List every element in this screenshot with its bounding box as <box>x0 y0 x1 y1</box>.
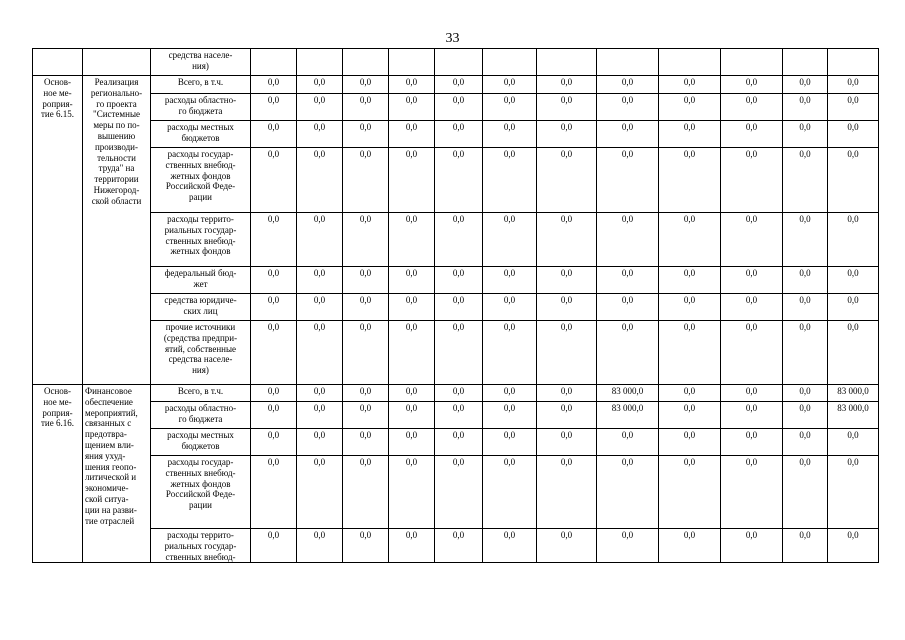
funding-source-cell: Всего, в т.ч. <box>151 76 251 94</box>
value-cell: 0,0 <box>251 402 297 429</box>
value-cell <box>659 49 721 76</box>
table-row <box>33 456 879 529</box>
table-row <box>33 76 879 94</box>
page-number: 33 <box>445 31 460 46</box>
value-cell <box>435 49 483 76</box>
funding-source-cell: расходы местных бюджетов <box>151 429 251 456</box>
value-cell: 0,0 <box>435 121 483 148</box>
value-cell: 0,0 <box>828 267 879 294</box>
value-cell: 0,0 <box>297 213 343 267</box>
value-cell: 0,0 <box>828 148 879 213</box>
value-cell: 0,0 <box>721 529 783 563</box>
value-cell: 0,0 <box>483 213 537 267</box>
value-cell: 0,0 <box>597 321 659 385</box>
value-cell: 0,0 <box>659 267 721 294</box>
value-cell <box>297 49 343 76</box>
value-cell: 0,0 <box>343 429 389 456</box>
value-cell: 0,0 <box>597 456 659 529</box>
value-cell: 0,0 <box>251 294 297 321</box>
value-cell: 0,0 <box>297 402 343 429</box>
value-cell: 0,0 <box>483 385 537 402</box>
funding-source-cell: расходы областно- го бюджета <box>151 402 251 429</box>
value-cell: 0,0 <box>783 121 828 148</box>
value-cell: 0,0 <box>343 94 389 121</box>
value-cell: 0,0 <box>297 94 343 121</box>
value-cell: 0,0 <box>297 456 343 529</box>
value-cell: 0,0 <box>297 121 343 148</box>
table-row <box>33 213 879 267</box>
value-cell: 0,0 <box>483 429 537 456</box>
value-cell: 0,0 <box>783 76 828 94</box>
value-cell: 0,0 <box>659 148 721 213</box>
value-cell: 0,0 <box>343 121 389 148</box>
value-cell: 0,0 <box>828 76 879 94</box>
value-cell <box>389 49 435 76</box>
value-cell: 0,0 <box>659 429 721 456</box>
value-cell: 0,0 <box>297 321 343 385</box>
value-cell: 0,0 <box>251 94 297 121</box>
value-cell: 0,0 <box>721 94 783 121</box>
value-cell: 0,0 <box>828 294 879 321</box>
value-cell <box>483 49 537 76</box>
value-cell: 0,0 <box>537 76 597 94</box>
value-cell <box>343 49 389 76</box>
value-cell: 0,0 <box>483 321 537 385</box>
value-cell: 0,0 <box>389 121 435 148</box>
value-cell: 0,0 <box>343 148 389 213</box>
value-cell: 0,0 <box>537 121 597 148</box>
table-row <box>33 267 879 294</box>
value-cell: 0,0 <box>659 402 721 429</box>
value-cell: 0,0 <box>251 529 297 563</box>
value-cell: 0,0 <box>297 148 343 213</box>
value-cell: 0,0 <box>297 76 343 94</box>
funding-source-cell: прочие источники (средства предпри- ятий, собственные средства населе- ния) <box>151 321 251 385</box>
table-row <box>33 321 879 385</box>
value-cell: 0,0 <box>435 402 483 429</box>
value-cell: 0,0 <box>597 529 659 563</box>
value-cell: 0,0 <box>828 321 879 385</box>
value-cell: 0,0 <box>828 529 879 563</box>
value-cell: 0,0 <box>597 121 659 148</box>
value-cell: 83 000,0 <box>597 385 659 402</box>
funding-source-cell: расходы террито- риальных государ- ственных внебюд- жетных фондов <box>151 213 251 267</box>
value-cell: 0,0 <box>483 456 537 529</box>
value-cell: 0,0 <box>721 213 783 267</box>
funding-source-cell: средства населе- ния) <box>151 49 251 76</box>
value-cell: 0,0 <box>343 321 389 385</box>
value-cell: 0,0 <box>251 267 297 294</box>
funding-source-cell: Всего, в т.ч. <box>151 385 251 402</box>
value-cell: 0,0 <box>659 529 721 563</box>
value-cell: 0,0 <box>435 385 483 402</box>
value-cell: 0,0 <box>389 294 435 321</box>
table-row <box>33 385 879 402</box>
value-cell: 0,0 <box>659 385 721 402</box>
value-cell: 0,0 <box>343 456 389 529</box>
value-cell: 0,0 <box>659 321 721 385</box>
value-cell: 0,0 <box>343 267 389 294</box>
value-cell: 0,0 <box>483 76 537 94</box>
value-cell: 0,0 <box>435 94 483 121</box>
funding-source-cell: расходы государ- ственных внебюд- жетных фондов Российской Феде- рации <box>151 456 251 529</box>
value-cell: 0,0 <box>389 385 435 402</box>
table-row <box>33 121 879 148</box>
value-cell: 0,0 <box>597 213 659 267</box>
value-cell: 0,0 <box>537 148 597 213</box>
value-cell: 0,0 <box>389 213 435 267</box>
funding-source-cell: средства юридиче- ских лиц <box>151 294 251 321</box>
value-cell: 0,0 <box>537 456 597 529</box>
value-cell: 0,0 <box>721 267 783 294</box>
value-cell: 0,0 <box>659 94 721 121</box>
value-cell: 0,0 <box>659 213 721 267</box>
value-cell: 0,0 <box>483 267 537 294</box>
value-cell: 0,0 <box>389 429 435 456</box>
value-cell: 0,0 <box>389 76 435 94</box>
value-cell: 0,0 <box>389 402 435 429</box>
value-cell: 0,0 <box>483 121 537 148</box>
value-cell: 0,0 <box>297 294 343 321</box>
value-cell: 0,0 <box>828 213 879 267</box>
value-cell: 0,0 <box>721 402 783 429</box>
table-row <box>33 529 879 563</box>
value-cell: 0,0 <box>297 429 343 456</box>
value-cell: 0,0 <box>483 94 537 121</box>
value-cell: 0,0 <box>783 402 828 429</box>
value-cell: 0,0 <box>597 94 659 121</box>
value-cell: 0,0 <box>597 294 659 321</box>
value-cell: 0,0 <box>721 429 783 456</box>
value-cell: 0,0 <box>537 429 597 456</box>
value-cell: 0,0 <box>343 529 389 563</box>
value-cell: 0,0 <box>251 456 297 529</box>
value-cell: 0,0 <box>783 294 828 321</box>
value-cell: 0,0 <box>251 321 297 385</box>
value-cell: 0,0 <box>435 213 483 267</box>
value-cell: 83 000,0 <box>597 402 659 429</box>
value-cell: 0,0 <box>483 148 537 213</box>
activity-name-cell: Финансовое обеспечение мероприятий, связанных с предотвра- щением вли- яния ухуд- шения геопо- литической и экономиче- ской ситуа- ции на разви- тие отраслей <box>83 385 151 563</box>
value-cell: 0,0 <box>537 321 597 385</box>
value-cell: 0,0 <box>659 294 721 321</box>
value-cell: 0,0 <box>251 385 297 402</box>
value-cell: 0,0 <box>721 148 783 213</box>
value-cell: 0,0 <box>721 121 783 148</box>
value-cell: 0,0 <box>389 456 435 529</box>
value-cell: 0,0 <box>783 456 828 529</box>
value-cell: 0,0 <box>435 294 483 321</box>
funding-source-cell: расходы государ- ственных внебюд- жетных фондов Российской Феде- рации <box>151 148 251 213</box>
value-cell: 0,0 <box>597 76 659 94</box>
value-cell: 0,0 <box>783 529 828 563</box>
value-cell: 0,0 <box>251 121 297 148</box>
value-cell <box>828 49 879 76</box>
value-cell <box>721 49 783 76</box>
value-cell: 0,0 <box>435 148 483 213</box>
activity-code-cell <box>33 49 83 76</box>
activity-name-cell: Реализация регионально- го проекта "Системные меры по по- вышению производи- тельности труда" на территории Нижегород- ской области <box>83 76 151 385</box>
value-cell: 0,0 <box>297 529 343 563</box>
value-cell: 83 000,0 <box>828 385 879 402</box>
value-cell <box>251 49 297 76</box>
value-cell: 0,0 <box>659 456 721 529</box>
value-cell: 0,0 <box>659 121 721 148</box>
value-cell <box>537 49 597 76</box>
value-cell: 0,0 <box>537 402 597 429</box>
value-cell: 0,0 <box>389 267 435 294</box>
value-cell: 83 000,0 <box>828 402 879 429</box>
activity-code-cell: Основ- ное ме- роприя- тие 6.15. <box>33 76 83 385</box>
value-cell: 0,0 <box>537 529 597 563</box>
value-cell: 0,0 <box>597 267 659 294</box>
value-cell: 0,0 <box>721 456 783 529</box>
value-cell: 0,0 <box>828 121 879 148</box>
value-cell: 0,0 <box>483 529 537 563</box>
value-cell: 0,0 <box>537 385 597 402</box>
budget-table <box>32 48 879 563</box>
value-cell: 0,0 <box>343 385 389 402</box>
table-row <box>33 49 879 76</box>
value-cell: 0,0 <box>389 529 435 563</box>
value-cell: 0,0 <box>537 213 597 267</box>
value-cell: 0,0 <box>435 529 483 563</box>
value-cell: 0,0 <box>251 213 297 267</box>
value-cell: 0,0 <box>783 94 828 121</box>
funding-source-cell: расходы областно- го бюджета <box>151 94 251 121</box>
value-cell: 0,0 <box>721 385 783 402</box>
value-cell: 0,0 <box>537 94 597 121</box>
value-cell: 0,0 <box>783 267 828 294</box>
value-cell: 0,0 <box>783 213 828 267</box>
activity-name-cell <box>83 49 151 76</box>
table-row <box>33 402 879 429</box>
value-cell: 0,0 <box>828 456 879 529</box>
value-cell: 0,0 <box>435 456 483 529</box>
value-cell: 0,0 <box>597 429 659 456</box>
value-cell: 0,0 <box>435 267 483 294</box>
value-cell: 0,0 <box>389 94 435 121</box>
value-cell <box>597 49 659 76</box>
value-cell: 0,0 <box>721 321 783 385</box>
value-cell: 0,0 <box>435 76 483 94</box>
table-row <box>33 148 879 213</box>
value-cell: 0,0 <box>721 76 783 94</box>
value-cell: 0,0 <box>597 148 659 213</box>
value-cell: 0,0 <box>343 294 389 321</box>
value-cell: 0,0 <box>828 429 879 456</box>
funding-source-cell: расходы террито- риальных государ- ственных внебюд- <box>151 529 251 563</box>
value-cell <box>783 49 828 76</box>
value-cell: 0,0 <box>435 321 483 385</box>
value-cell: 0,0 <box>251 148 297 213</box>
value-cell: 0,0 <box>297 385 343 402</box>
value-cell: 0,0 <box>783 321 828 385</box>
table-row <box>33 429 879 456</box>
table-row <box>33 294 879 321</box>
value-cell: 0,0 <box>389 321 435 385</box>
value-cell: 0,0 <box>721 294 783 321</box>
funding-source-cell: федеральный бюд- жет <box>151 267 251 294</box>
value-cell: 0,0 <box>343 76 389 94</box>
value-cell: 0,0 <box>251 429 297 456</box>
value-cell: 0,0 <box>483 402 537 429</box>
value-cell: 0,0 <box>783 429 828 456</box>
value-cell: 0,0 <box>783 385 828 402</box>
value-cell: 0,0 <box>389 148 435 213</box>
value-cell: 0,0 <box>783 148 828 213</box>
value-cell: 0,0 <box>251 76 297 94</box>
value-cell: 0,0 <box>343 402 389 429</box>
value-cell: 0,0 <box>828 94 879 121</box>
value-cell: 0,0 <box>659 76 721 94</box>
value-cell: 0,0 <box>343 213 389 267</box>
activity-code-cell: Основ- ное ме- роприя- тие 6.16. <box>33 385 83 563</box>
value-cell: 0,0 <box>435 429 483 456</box>
funding-source-cell: расходы местных бюджетов <box>151 121 251 148</box>
value-cell: 0,0 <box>297 267 343 294</box>
value-cell: 0,0 <box>537 294 597 321</box>
value-cell: 0,0 <box>483 294 537 321</box>
value-cell: 0,0 <box>537 267 597 294</box>
table-row <box>33 94 879 121</box>
